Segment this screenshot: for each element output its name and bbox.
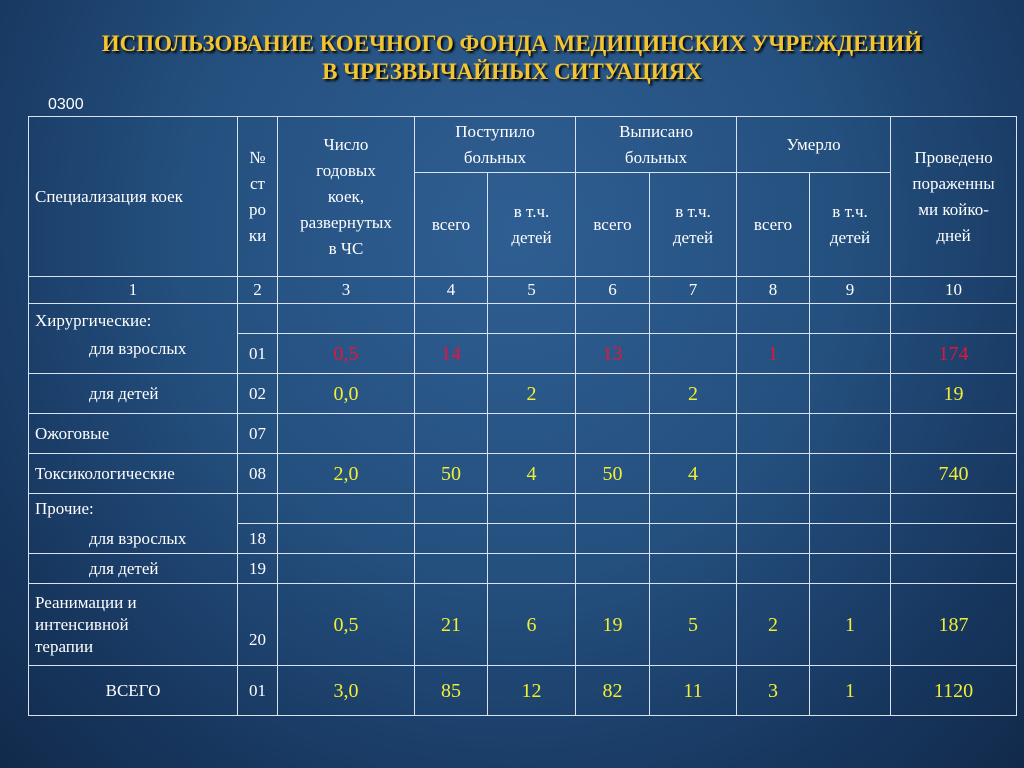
header-admitted-children: в т.ч. детей (488, 173, 576, 277)
row-code: 01 (238, 334, 278, 374)
empty-cell (737, 524, 810, 554)
header-bed-days: Проведено пораженны ми койко- дней (891, 117, 1017, 277)
empty-cell (576, 494, 650, 524)
empty-cell (891, 494, 1017, 524)
header-admitted-total: всего (415, 173, 488, 277)
discharged-total-value (576, 374, 650, 414)
empty-cell (415, 414, 488, 454)
empty-cell (278, 494, 415, 524)
discharged-total-value: 13 (576, 334, 650, 374)
discharged-total-value: 82 (576, 666, 650, 716)
slide-title (0, 30, 1024, 86)
empty-cell (891, 554, 1017, 584)
died-total-value: 2 (737, 584, 810, 666)
column-number: 10 (891, 277, 1017, 304)
empty-cell (278, 554, 415, 584)
beds-value: 0,0 (278, 374, 415, 414)
beds-value: 0,5 (278, 584, 415, 666)
empty-cell (278, 304, 415, 334)
table-row-total (29, 666, 1017, 716)
empty-cell (891, 414, 1017, 454)
empty-cell (650, 494, 737, 524)
beds-value: 2,0 (278, 454, 415, 494)
bed-days-value: 19 (891, 374, 1017, 414)
header-specialization: Специализация коек (29, 117, 238, 277)
row-label: для детей (29, 554, 238, 584)
empty-cell (488, 524, 576, 554)
bed-days-value: 187 (891, 584, 1017, 666)
empty-cell (488, 304, 576, 334)
row-label-other: Прочие: для взрослых (29, 494, 238, 554)
header-admitted: Поступило больных (415, 117, 576, 173)
empty-cell (415, 554, 488, 584)
admitted-children-value: 6 (488, 584, 576, 666)
empty-cell (278, 414, 415, 454)
empty-cell (415, 494, 488, 524)
bed-fund-table (28, 116, 1017, 716)
header-died-total: всего (737, 173, 810, 277)
header-discharged: Выписано больных (576, 117, 737, 173)
empty-cell (810, 494, 891, 524)
discharged-children-value: 2 (650, 374, 737, 414)
admitted-children-value: 12 (488, 666, 576, 716)
bed-days-value: 740 (891, 454, 1017, 494)
empty-cell (576, 304, 650, 334)
discharged-total-value: 19 (576, 584, 650, 666)
header-discharged-total: всего (576, 173, 650, 277)
empty-cell (415, 524, 488, 554)
died-children-value: 1 (810, 666, 891, 716)
header-beds: Число годовых коек, развернутых в ЧС (278, 117, 415, 277)
admitted-children-value: 4 (488, 454, 576, 494)
admitted-children-value: 2 (488, 374, 576, 414)
died-total-value (737, 374, 810, 414)
header-discharged-children: в т.ч. детей (650, 173, 737, 277)
empty-cell (810, 524, 891, 554)
row-label: Токсикологические (29, 454, 238, 494)
column-number: 9 (810, 277, 891, 304)
row-code: 08 (238, 454, 278, 494)
table-row-surgical-children (29, 374, 1017, 414)
admitted-total-value: 50 (415, 454, 488, 494)
empty-cell (415, 304, 488, 334)
discharged-children-value: 4 (650, 454, 737, 494)
header-row-1 (29, 117, 1017, 173)
row-code: 19 (238, 554, 278, 584)
title-line-1: ИСПОЛЬЗОВАНИЕ КОЕЧНОГО ФОНДА МЕДИЦИНСКИХ УЧРЕЖДЕНИЙ (101, 31, 923, 56)
admitted-total-value: 85 (415, 666, 488, 716)
admitted-total-value: 14 (415, 334, 488, 374)
bed-days-value: 174 (891, 334, 1017, 374)
died-children-value: 1 (810, 584, 891, 666)
column-number: 1 (29, 277, 238, 304)
row-code: 18 (238, 524, 278, 554)
empty-cell (488, 414, 576, 454)
empty-cell (576, 554, 650, 584)
empty-cell (737, 304, 810, 334)
table-row-other-children (29, 554, 1017, 584)
column-number: 3 (278, 277, 415, 304)
bed-days-value: 1120 (891, 666, 1017, 716)
column-number: 5 (488, 277, 576, 304)
empty-cell (891, 524, 1017, 554)
discharged-children-value: 11 (650, 666, 737, 716)
form-code: 0300 (48, 96, 84, 113)
row-label-surgical: Хирургические: для взрослых (29, 304, 238, 374)
table-row-toxicology (29, 454, 1017, 494)
empty-cell (650, 414, 737, 454)
column-number: 7 (650, 277, 737, 304)
empty-cell (891, 304, 1017, 334)
empty-cell (650, 524, 737, 554)
row-label: ВСЕГО (29, 666, 238, 716)
died-total-value: 1 (737, 334, 810, 374)
column-number: 2 (238, 277, 278, 304)
row-code: 07 (238, 414, 278, 454)
discharged-children-value: 5 (650, 584, 737, 666)
table-row-other-header (29, 494, 1017, 524)
died-children-value (810, 334, 891, 374)
column-number: 6 (576, 277, 650, 304)
empty-cell (650, 304, 737, 334)
empty-cell (737, 554, 810, 584)
empty-cell (810, 304, 891, 334)
column-number: 8 (737, 277, 810, 304)
admitted-total-value (415, 374, 488, 414)
empty-cell (576, 524, 650, 554)
admitted-children-value (488, 334, 576, 374)
empty-cell (810, 554, 891, 584)
row-code: 02 (238, 374, 278, 414)
died-total-value (737, 454, 810, 494)
header-died: Умерло (737, 117, 891, 173)
column-number-row (29, 277, 1017, 304)
beds-value: 3,0 (278, 666, 415, 716)
row-code: 20 (238, 584, 278, 666)
empty-cell (488, 554, 576, 584)
empty-cell (238, 494, 278, 524)
header-died-children: в т.ч. детей (810, 173, 891, 277)
empty-cell (576, 414, 650, 454)
row-code: 01 (238, 666, 278, 716)
table-row-icu (29, 584, 1017, 666)
admitted-total-value: 21 (415, 584, 488, 666)
table-row-surgical-header (29, 304, 1017, 334)
died-children-value (810, 374, 891, 414)
row-label: для детей (29, 374, 238, 414)
title-line-2: В ЧРЕЗВЫЧАЙНЫХ СИТУАЦИЯХ (322, 59, 702, 84)
empty-cell (737, 414, 810, 454)
died-total-value: 3 (737, 666, 810, 716)
empty-cell (737, 494, 810, 524)
empty-cell (810, 414, 891, 454)
row-label: Реанимации и интенсивной терапии (29, 584, 238, 666)
discharged-children-value (650, 334, 737, 374)
row-label: Ожоговые (29, 414, 238, 454)
empty-cell (650, 554, 737, 584)
header-row-no: № ст ро ки (238, 117, 278, 277)
died-children-value (810, 454, 891, 494)
empty-cell (278, 524, 415, 554)
beds-value: 0,5 (278, 334, 415, 374)
empty-cell (488, 494, 576, 524)
discharged-total-value: 50 (576, 454, 650, 494)
table-row-burn (29, 414, 1017, 454)
column-number: 4 (415, 277, 488, 304)
empty-cell (238, 304, 278, 334)
